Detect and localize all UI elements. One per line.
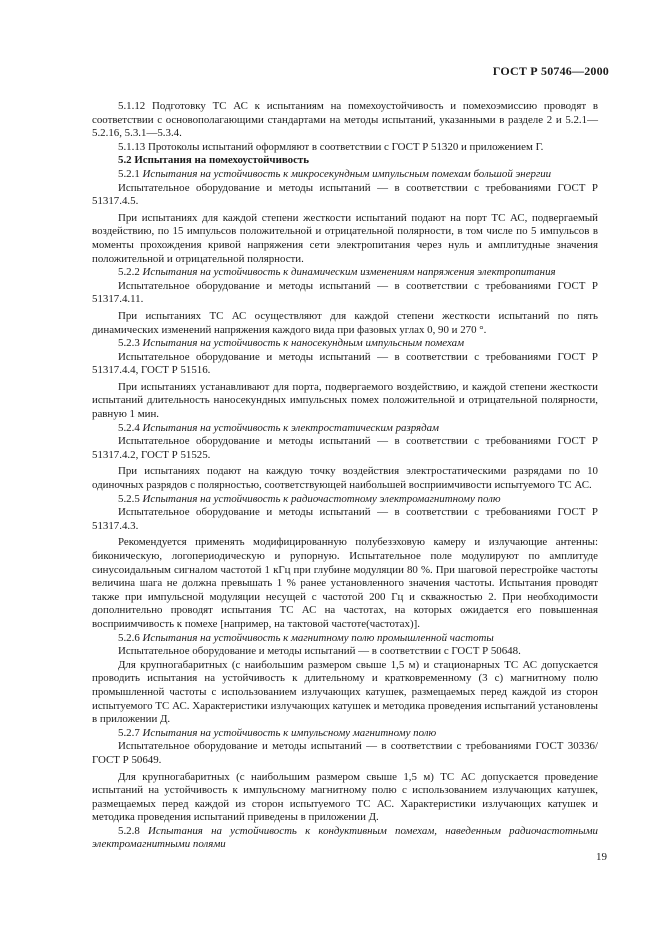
subsection-heading bbox=[92, 825, 598, 852]
subsection-title: Испытания на устойчивость к микросекундным импульсным помехам большой энергии bbox=[142, 167, 552, 180]
subsection-heading bbox=[92, 632, 598, 646]
subsection-heading bbox=[92, 493, 598, 507]
subsection-number: 5.2.4 bbox=[118, 421, 140, 434]
paragraph: При испытаниях устанавливают для порта, подвергаемого воздействию, и каждой степени жесткости испытаний длительность наносекундных импульсных помех положительной и отрицательной полярности, равную 1 мин. bbox=[92, 380, 598, 421]
subsection-number: 5.2.8 bbox=[118, 824, 140, 837]
paragraph: Испытательное оборудование и методы испытаний — в соответствии с требованиями ГОСТ Р 51317.4.4, ГОСТ Р 51516. bbox=[92, 350, 598, 377]
paragraph: Испытательное оборудование и методы испытаний — в соответствии с требованиями ГОСТ Р 51317.4.11. bbox=[92, 279, 598, 306]
subsection-heading bbox=[92, 337, 598, 351]
paragraph: При испытаниях ТС АС осуществляют для каждой степени жесткости испытаний по пять динамических изменений напряжения каждого вида при фазовых углах 0, 90 и 270 °. bbox=[92, 309, 598, 336]
paragraph: Рекомендуется применять модифицированную полубезэховую камеру и излучающие антенны: биконическую, логопериодическую и рупорную. Испытательное поле модулируют по амплитуде синусоидальным сигналом частотой 1 кГц при глубине модуляции 80 %. При шаговой перестройке частоты величина шага не должна превышать 1 % ранее установленного значения частоты. Испытания проводят также при импульсной модуляции несущей с частотой 200 Гц и скважностью 2. При необходимости дополнительно проводят испытания ТС АС на частотах, на которых ожидается его повышенная восприимчивость к помехе [например, на тактовой частоте(частотах)]. bbox=[92, 536, 598, 630]
subsection-number: 5.2.5 bbox=[118, 492, 140, 505]
subsection-number: 5.2.6 bbox=[118, 631, 140, 644]
paragraph: Испытательное оборудование и методы испытаний — в соответствии с требованиями ГОСТ Р 51317.4.2, ГОСТ Р 51525. bbox=[92, 435, 598, 461]
subsection-title: Испытания на устойчивость к электростатическим разрядам bbox=[142, 421, 439, 434]
subsection-title: Испытания на устойчивость к магнитному полю промышленной частоты bbox=[142, 631, 494, 644]
paragraph: Испытательное оборудование и методы испытаний — в соответствии с требованиями ГОСТ Р 51317.4.3. bbox=[92, 506, 598, 532]
paragraph: При испытаниях подают на каждую точку воздействия электростатическими разрядами по 10 одиночных разрядов с полярностью, соответствующей наибольшей восприимчивости испытуемого ТС АС. bbox=[92, 465, 598, 492]
subsection-heading bbox=[92, 727, 598, 741]
subsection-title: Испытания на устойчивость к радиочастотному электромагнитному полю bbox=[142, 492, 501, 505]
subsection-title: Испытания на устойчивость к динамическим изменениям напряжения электропитания bbox=[142, 266, 556, 279]
paragraph: Для крупногабаритных (с наибольшим размером свыше 1,5 м) и стационарных ТС АС допускается проводить испытания на устойчивость к длительному и кратковременному (3 с) магнитному полю промышленной частоты с использованием излучающих катушек, размещаемых перед каждой из сторон испытуемого ТС АС. Характеристики излучающих катушек и методика проведения испытаний установлены в приложении Д. bbox=[92, 658, 598, 726]
subsection-heading bbox=[92, 266, 598, 280]
subsection-number: 5.2.1 bbox=[118, 167, 140, 180]
subsection-number: 5.2.2 bbox=[118, 266, 140, 279]
subsection-heading bbox=[92, 168, 598, 182]
paragraph: 5.1.12 Подготовку ТС АС к испытаниям на помехоустойчивость и помехоэмиссию проводят в соответствии с основополагающими стандартами на методы испытаний, указанными в разделе 2 и 5.2.1—5.2.16, 5.3.1—5.3.4. bbox=[92, 100, 598, 140]
paragraph: Испытательное оборудование и методы испытаний — в соответствии с требованиями ГОСТ Р 51317.4.5. bbox=[92, 181, 598, 208]
section-heading: 5.2 Испытания на помехоустойчивость bbox=[118, 154, 310, 167]
paragraph: При испытаниях для каждой степени жесткости испытаний подают на порт ТС АС, подвергаемый воздействию, по 15 импульсов положительной и отрицательной полярности, в том числе по 5 импульсов в моменты прохождения кривой напряжения сети электропитания через нуль и амплитудные значения положительной и отрицательной полярности. bbox=[92, 211, 598, 265]
subsection-title: Испытания на устойчивость к импульсному магнитному полю bbox=[142, 726, 437, 739]
page-number: 19 bbox=[596, 851, 607, 863]
document-body bbox=[92, 100, 598, 852]
subsection-number: 5.2.3 bbox=[118, 337, 140, 350]
paragraph: Испытательное оборудование и методы испытаний — в соответствии с требованиями ГОСТ 30336/ГОСТ Р 50649. bbox=[92, 740, 598, 766]
paragraph: Для крупногабаритных (с наибольшим размером свыше 1,5 м) ТС АС допускается проведение испытаний на устойчивость к импульсному магнитному полю с использованием излучающих катушек, размещаемых перед каждой из сторон испытуемого ТС АС. Характеристики излучающих катушек и методика проведения испытаний приведены в приложении Д. bbox=[92, 770, 598, 824]
subsection-heading bbox=[92, 422, 598, 436]
subsection-title: Испытания на устойчивость к наносекундным импульсным помехам bbox=[142, 337, 465, 350]
paragraph: Испытательное оборудование и методы испытаний — в соответствии с ГОСТ Р 50648. bbox=[118, 645, 521, 658]
subsection-title: Испытания на устойчивость к кондуктивным помехам, наведенным радиочастотными электромагнитными полями bbox=[92, 824, 598, 851]
subsection-number: 5.2.7 bbox=[118, 726, 140, 739]
paragraph: 5.1.13 Протоколы испытаний оформляют в соответствии с ГОСТ Р 51320 и приложением Г. bbox=[118, 140, 544, 153]
document-header: ГОСТ Р 50746—2000 bbox=[492, 64, 609, 78]
